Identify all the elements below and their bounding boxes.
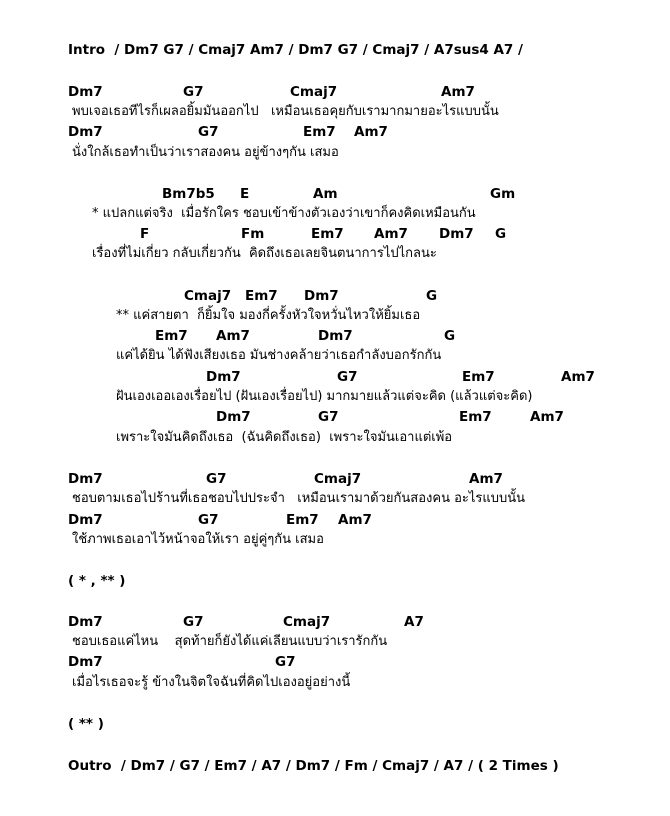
chord-am7: Am7 xyxy=(354,124,388,140)
chord-dm7: Dm7 xyxy=(206,369,241,385)
chord-cmaj7: Cmaj7 xyxy=(314,471,362,487)
chord-dm7: Dm7 xyxy=(439,226,474,242)
chord-dm7: Dm7 xyxy=(304,288,339,304)
lyric-line: ชอบตามเธอไปร้านที่เธอชอบไปประจำ เหมือนเรามาด้วยกันสองคน อะไรแบบนั้น xyxy=(72,491,526,506)
chord-dm7: Dm7 xyxy=(68,471,103,487)
lyric-line: พบเจอเธอทีไรก็เผลอยิ้มมันออกไป เหมือนเธอคุยกับเรามากมายอะไรแบบนั้น xyxy=(72,104,499,119)
chord-am7: Am7 xyxy=(216,328,250,344)
chord-am7: Am7 xyxy=(338,512,372,528)
chord-dm7: Dm7 xyxy=(68,84,103,100)
intro-line: Intro / Dm7 G7 / Cmaj7 Am7 / Dm7 G7 / Cmaj7 / A7sus4 A7 / xyxy=(68,42,523,58)
chord-em7: Em7 xyxy=(459,409,492,425)
chord-g7: G7 xyxy=(318,409,339,425)
chord-dm7: Dm7 xyxy=(68,512,103,528)
chord-g: G xyxy=(426,288,438,304)
chord-a7: A7 xyxy=(404,614,424,630)
lyric-line: ชอบเธอแค่ไหน สุดท้ายก็ยังได้แค่เลียนแบบว่าเรารักกัน xyxy=(72,634,388,649)
chord-dm7: Dm7 xyxy=(68,124,103,140)
chord-bm7b5: Bm7b5 xyxy=(162,186,215,202)
chord-em7: Em7 xyxy=(155,328,188,344)
lyric-line: เมื่อไรเธอจะรู้ ข้างในจิตใจฉันที่คิดไปเองอยู่อย่างนี้ xyxy=(72,675,351,690)
chord-em7: Em7 xyxy=(311,226,344,242)
chord-em7: Em7 xyxy=(245,288,278,304)
repeat-marker: ( ** ) xyxy=(68,716,104,732)
chord-em7: Em7 xyxy=(286,512,319,528)
chord-cmaj7: Cmaj7 xyxy=(184,288,232,304)
lyric-line: นั่งใกล้เธอทำเป็นว่าเราสองคน อยู่ข้างๆกัน เสมอ xyxy=(72,145,339,160)
chord-g7: G7 xyxy=(275,654,296,670)
chord-g: G xyxy=(495,226,507,242)
lyric-line: แค่ได้ยิน ได้ฟังเสียงเธอ มันช่างคล้ายว่าเธอกำลังบอกรักกัน xyxy=(116,348,442,363)
chord-e: E xyxy=(240,186,250,202)
chord-am7: Am7 xyxy=(530,409,564,425)
lyric-line: * แปลกแต่จริง เมื่อรักใคร ชอบเข้าข้างตัวเองว่าเขาก็คงคิดเหมือนกัน xyxy=(92,206,476,221)
chord-fm: Fm xyxy=(241,226,265,242)
chord-am7: Am7 xyxy=(469,471,503,487)
chord-g: G xyxy=(444,328,456,344)
chord-dm7: Dm7 xyxy=(68,614,103,630)
chord-g7: G7 xyxy=(198,124,219,140)
lyric-line: ฝันเองเออเองเรื่อยไป (ฝันเองเรื่อยไป) มากมายแล้วแต่จะคิด (แล้วแต่จะคิด) xyxy=(116,389,533,404)
chord-cmaj7: Cmaj7 xyxy=(283,614,331,630)
chord-g7: G7 xyxy=(206,471,227,487)
lyric-line: ใช้ภาพเธอเอาไว้หน้าจอให้เรา อยู่คู่ๆกัน เสมอ xyxy=(72,532,324,547)
chord-am7: Am7 xyxy=(561,369,595,385)
outro-line: Outro / Dm7 / G7 / Em7 / A7 / Dm7 / Fm / Cmaj7 / A7 / ( 2 Times ) xyxy=(68,758,559,774)
chord-em7: Em7 xyxy=(462,369,495,385)
chord-g7: G7 xyxy=(337,369,358,385)
chord-gm: Gm xyxy=(490,186,516,202)
chord-em7: Em7 xyxy=(303,124,336,140)
lyric-line: ** แค่สายตา ก็ยิ้มใจ มองกี่ครั้งหัวใจหวั่นไหวให้ยิ้มเธอ xyxy=(116,308,421,323)
chord-cmaj7: Cmaj7 xyxy=(290,84,338,100)
chord-f: F xyxy=(140,226,150,242)
chord-am: Am xyxy=(313,186,338,202)
chord-dm7: Dm7 xyxy=(216,409,251,425)
lyric-line: เรื่องที่ไม่เกี่ยว กลับเกี่ยวกัน คิดถึงเธอเลยจินตนาการไปไกลนะ xyxy=(92,246,437,261)
chord-am7: Am7 xyxy=(374,226,408,242)
chord-g7: G7 xyxy=(183,84,204,100)
lyric-line: เพราะใจมันคิดถึงเธอ (ฉันคิดถึงเธอ) เพราะใจมันเอาแต่เพ้อ xyxy=(116,430,453,445)
repeat-marker: ( * , ** ) xyxy=(68,573,126,589)
chord-am7: Am7 xyxy=(441,84,475,100)
chord-g7: G7 xyxy=(183,614,204,630)
chord-dm7: Dm7 xyxy=(318,328,353,344)
chord-g7: G7 xyxy=(198,512,219,528)
chord-dm7: Dm7 xyxy=(68,654,103,670)
